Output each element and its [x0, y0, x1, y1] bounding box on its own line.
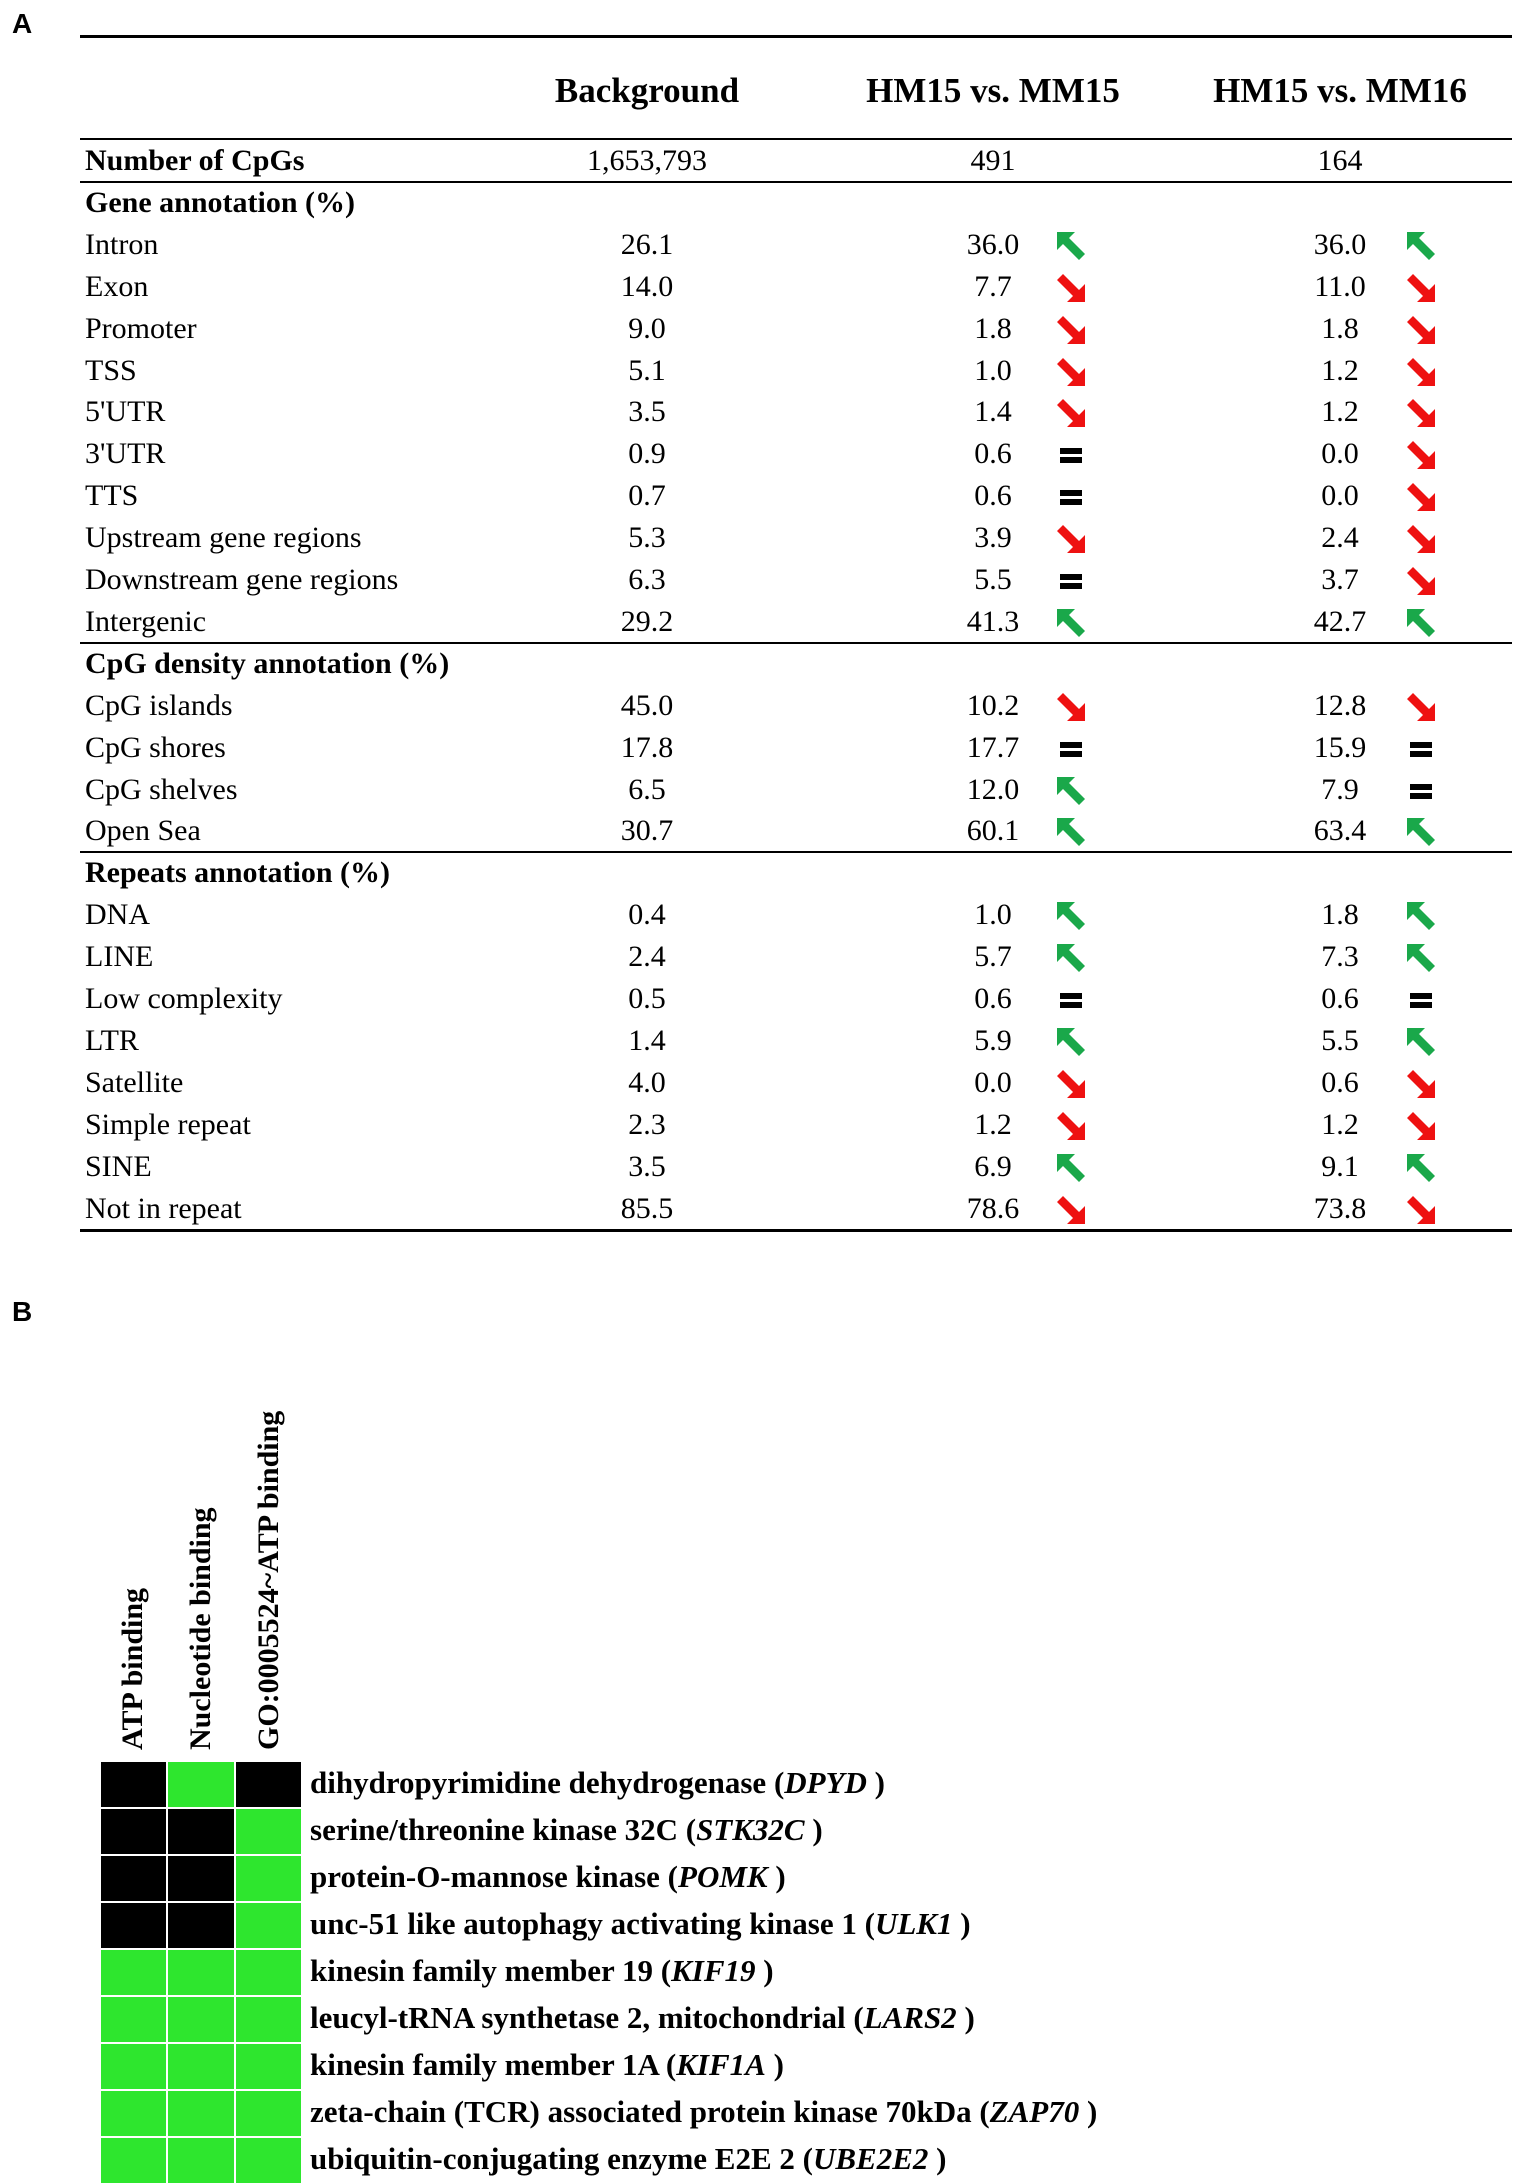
gene-close-paren: )	[804, 1812, 823, 1847]
heatmap-grid	[100, 1761, 302, 2184]
heatmap-cell	[236, 1903, 301, 1948]
row-label: Number of CpGs	[85, 144, 305, 177]
hm15-vs-mm15-value: 5.5	[974, 563, 1012, 596]
equal-icon	[1055, 481, 1087, 513]
equal-icon	[1405, 984, 1437, 1016]
hm15-vs-mm16-value: 2.4	[1321, 521, 1359, 555]
heatmap-cell	[236, 1809, 301, 1854]
section-title: CpG density annotation (%)	[85, 646, 450, 680]
gene-symbol: DPYD	[784, 1765, 867, 1800]
background-value: 2.3	[628, 1107, 666, 1141]
column-label-wrap-atp	[116, 1330, 156, 1750]
column-label-wrap-go	[252, 1330, 292, 1750]
row-label: Intron	[85, 227, 159, 261]
background-value: 5.1	[628, 353, 666, 387]
row-label: Upstream gene regions	[85, 521, 362, 555]
arrow-down-icon	[1405, 439, 1437, 471]
arrow-down-icon	[1055, 356, 1087, 388]
arrow-up-icon	[1055, 1152, 1087, 1184]
gene-symbol: KIF19	[671, 1953, 756, 1988]
table-row	[80, 1188, 1512, 1230]
header-hm15-vs-mm15: HM15 vs. MM15	[866, 71, 1120, 110]
heatmap-row	[100, 1761, 302, 1808]
heatmap-row	[100, 1808, 302, 1855]
heatmap-cell	[168, 1856, 233, 1901]
hm15-vs-mm15-value: 3.9	[974, 521, 1012, 555]
row-label: 5'UTR	[85, 395, 166, 429]
row-label: Downstream gene regions	[85, 563, 399, 596]
hm15-vs-mm15-value: 5.7	[974, 940, 1012, 974]
hm15-vs-mm15-value: 12.0	[966, 772, 1020, 806]
table-row	[80, 936, 1512, 978]
hm15-vs-mm15-value: 1.8	[974, 311, 1012, 345]
heatmap-cell	[101, 1903, 166, 1948]
table-row	[80, 727, 1512, 769]
background-value: 3.5	[628, 1149, 666, 1183]
arrow-up-icon	[1405, 816, 1437, 848]
gene-label	[310, 1953, 774, 1989]
gene-label	[310, 2047, 784, 2083]
hm15-vs-mm15-value: 10.2	[966, 688, 1020, 722]
background-value: 2.4	[628, 940, 666, 974]
arrow-down-icon	[1055, 272, 1087, 304]
heatmap-cell	[236, 2091, 301, 2136]
hm15-vs-mm16-value: 0.6	[1321, 1065, 1359, 1099]
table-row	[80, 1062, 1512, 1104]
hm15-vs-mm16-value: 164	[1317, 144, 1363, 177]
section-header-row	[80, 643, 1512, 685]
gene-symbol: UBE2E2	[812, 2141, 929, 2176]
heatmap-cell	[101, 1997, 166, 2042]
hm15-vs-mm16-value: 0.0	[1321, 437, 1359, 471]
arrow-up-icon	[1405, 230, 1437, 262]
table-row	[80, 810, 1512, 852]
hm15-vs-mm15-value: 60.1	[966, 814, 1020, 848]
hm15-vs-mm15-value: 0.6	[974, 437, 1012, 471]
hm15-vs-mm16-value: 1.2	[1321, 353, 1359, 387]
arrow-down-icon	[1055, 1110, 1087, 1142]
heatmap-cell	[168, 2091, 233, 2136]
background-value: 0.5	[628, 982, 666, 1015]
gene-label	[310, 2094, 1097, 2130]
row-label: Satellite	[85, 1065, 184, 1099]
table-row	[80, 391, 1512, 433]
arrow-up-icon	[1055, 607, 1087, 639]
gene-name: ubiquitin-conjugating enzyme E2E 2 (	[310, 2141, 813, 2176]
heatmap-row	[100, 1855, 302, 1902]
hm15-vs-mm15-value: 1.0	[974, 898, 1012, 932]
row-label: Promoter	[85, 311, 197, 345]
table-row	[80, 685, 1512, 727]
table-row	[80, 308, 1512, 350]
column-label-atp-binding: ATP binding	[116, 1587, 149, 1750]
hm15-vs-mm16-value: 12.8	[1313, 688, 1367, 722]
gene-close-paren: )	[952, 1906, 971, 1941]
section-title: Repeats annotation (%)	[85, 856, 390, 890]
gene-name: leucyl-tRNA synthetase 2, mitochondrial (	[310, 2000, 864, 2035]
panel-label-a: A	[12, 8, 33, 39]
heatmap-cell	[168, 1809, 233, 1854]
heatmap-cell	[236, 1997, 301, 2042]
background-value: 45.0	[620, 688, 674, 722]
table-top-rule	[80, 35, 1512, 38]
gene-close-paren: )	[765, 2047, 784, 2082]
hm15-vs-mm16-value: 0.0	[1321, 479, 1359, 513]
arrow-down-icon	[1405, 356, 1437, 388]
heatmap-cell	[236, 2044, 301, 2089]
arrow-down-icon	[1405, 691, 1437, 723]
arrow-down-icon	[1405, 1194, 1437, 1226]
arrow-up-icon	[1055, 942, 1087, 974]
panel-label-b: B	[12, 1296, 33, 1327]
arrow-down-icon	[1405, 314, 1437, 346]
background-value: 1.4	[628, 1023, 666, 1057]
arrow-down-icon	[1055, 523, 1087, 555]
hm15-vs-mm15-value: 491	[970, 144, 1016, 177]
hm15-vs-mm15-value: 5.9	[974, 1023, 1012, 1057]
background-value: 4.0	[628, 1065, 666, 1099]
table-row	[80, 224, 1512, 266]
row-label: LINE	[85, 940, 154, 974]
heatmap-cell	[101, 1856, 166, 1901]
gene-symbol: LARS2	[863, 2000, 957, 2035]
arrow-down-icon	[1055, 691, 1087, 723]
table-row	[80, 1104, 1512, 1146]
hm15-vs-mm15-value: 7.7	[974, 269, 1012, 303]
header-background: Background	[554, 71, 740, 110]
arrow-down-icon	[1405, 1068, 1437, 1100]
heatmap-cell	[236, 1856, 301, 1901]
row-label: CpG shores	[85, 730, 226, 764]
gene-name: unc-51 like autophagy activating kinase 1 (	[310, 1906, 875, 1941]
table-row	[80, 517, 1512, 559]
heatmap-row	[100, 1996, 302, 2043]
header-hm15-vs-mm16: HM15 vs. MM16	[1213, 71, 1467, 110]
heatmap-row	[100, 2090, 302, 2137]
table-row	[80, 475, 1512, 517]
gene-close-paren: )	[928, 2141, 947, 2176]
table-row	[80, 559, 1512, 601]
background-value: 17.8	[620, 730, 674, 764]
row-label: Not in repeat	[85, 1191, 242, 1225]
row-label: Simple repeat	[85, 1107, 251, 1141]
row-label: CpG islands	[85, 688, 233, 722]
heatmap-cell	[101, 2091, 166, 2136]
equal-icon	[1055, 439, 1087, 471]
heatmap-cell	[236, 1950, 301, 1995]
row-label: Low complexity	[85, 982, 283, 1015]
column-label-go-atp-binding: GO:0005524~ATP binding	[252, 1410, 285, 1750]
gene-close-paren: )	[956, 2000, 975, 2035]
hm15-vs-mm16-value: 5.5	[1321, 1023, 1359, 1057]
column-label-wrap-nucleotide	[184, 1330, 224, 1750]
hm15-vs-mm15-value: 1.2	[974, 1107, 1012, 1141]
background-value: 26.1	[620, 227, 674, 261]
background-value: 6.3	[628, 563, 666, 596]
table-bottom-rule	[80, 1229, 1512, 1232]
table-row	[80, 266, 1512, 308]
hm15-vs-mm15-value: 17.7	[966, 730, 1020, 764]
arrow-down-icon	[1055, 1068, 1087, 1100]
row-label: CpG shelves	[85, 772, 238, 806]
row-label: Intergenic	[85, 604, 207, 638]
background-value: 85.5	[620, 1191, 674, 1225]
row-label: DNA	[85, 898, 150, 932]
arrow-up-icon	[1405, 1152, 1437, 1184]
arrow-down-icon	[1055, 314, 1087, 346]
heatmap-row	[100, 2137, 302, 2184]
table-row	[80, 433, 1512, 475]
gene-label	[310, 1859, 786, 1895]
row-label: SINE	[85, 1149, 152, 1183]
section-title: Gene annotation (%)	[85, 185, 355, 219]
heatmap-cell	[168, 1762, 233, 1807]
gene-name: zeta-chain (TCR) associated protein kinase 70kDa (	[310, 2094, 990, 2129]
hm15-vs-mm15-value: 6.9	[974, 1149, 1012, 1183]
gene-name: kinesin family member 1A (	[310, 2047, 677, 2082]
background-value: 5.3	[628, 521, 666, 555]
hm15-vs-mm15-value: 41.3	[966, 604, 1020, 638]
arrow-up-icon	[1055, 775, 1087, 807]
gene-close-paren: )	[1079, 2094, 1098, 2129]
arrow-up-icon	[1405, 1026, 1437, 1058]
gene-name: serine/threonine kinase 32C (	[310, 1812, 697, 1847]
hm15-vs-mm16-value: 1.8	[1321, 311, 1359, 345]
equal-icon	[1405, 733, 1437, 765]
hm15-vs-mm16-value: 15.9	[1313, 730, 1367, 764]
hm15-vs-mm16-value: 42.7	[1313, 604, 1367, 638]
arrow-down-icon	[1405, 481, 1437, 513]
table-row	[80, 350, 1512, 392]
gene-label	[310, 2141, 946, 2177]
equal-icon	[1055, 565, 1087, 597]
background-value: 9.0	[628, 311, 666, 345]
gene-symbol: POMK	[678, 1859, 768, 1894]
heatmap-cell	[168, 1950, 233, 1995]
heatmap-cell	[168, 1997, 233, 2042]
heatmap-cell	[168, 1903, 233, 1948]
go-heatmap-panel	[0, 1320, 1517, 2180]
arrow-up-icon	[1405, 607, 1437, 639]
hm15-vs-mm15-value: 1.0	[974, 353, 1012, 387]
hm15-vs-mm16-value: 63.4	[1313, 814, 1367, 848]
gene-name: protein-O-mannose kinase (	[310, 1859, 679, 1894]
heatmap-row	[100, 2043, 302, 2090]
gene-label	[310, 2000, 975, 2036]
heatmap-cell	[101, 1762, 166, 1807]
background-value: 6.5	[628, 772, 666, 806]
table-row	[80, 140, 1512, 182]
hm15-vs-mm15-value: 0.6	[974, 479, 1012, 513]
heatmap-cell	[101, 1950, 166, 1995]
equal-icon	[1405, 775, 1437, 807]
hm15-vs-mm16-value: 1.2	[1321, 395, 1359, 429]
hm15-vs-mm16-value: 0.6	[1321, 982, 1359, 1015]
hm15-vs-mm16-value: 36.0	[1313, 227, 1367, 261]
hm15-vs-mm16-value: 1.2	[1321, 1107, 1359, 1141]
gene-label	[310, 1812, 823, 1848]
gene-symbol: ULK1	[874, 1906, 953, 1941]
heatmap-cell	[101, 1809, 166, 1854]
column-label-nucleotide-binding: Nucleotide binding	[184, 1507, 217, 1750]
hm15-vs-mm16-value: 7.3	[1321, 940, 1359, 974]
hm15-vs-mm16-value: 3.7	[1321, 563, 1359, 596]
arrow-down-icon	[1405, 272, 1437, 304]
hm15-vs-mm16-value: 73.8	[1313, 1191, 1367, 1225]
heatmap-cell	[168, 2044, 233, 2089]
gene-close-paren: )	[755, 1953, 774, 1988]
equal-icon	[1055, 733, 1087, 765]
gene-symbol: KIF1A	[676, 2047, 766, 2082]
arrow-up-icon	[1405, 900, 1437, 932]
row-label: Exon	[85, 269, 149, 303]
table-row	[80, 769, 1512, 811]
background-value: 0.9	[628, 437, 666, 471]
arrow-up-icon	[1055, 1026, 1087, 1058]
heatmap-cell	[236, 2138, 301, 2183]
gene-name: kinesin family member 19 (	[310, 1953, 672, 1988]
heatmap-cell	[236, 1762, 301, 1807]
hm15-vs-mm15-value: 0.6	[974, 982, 1012, 1015]
gene-label	[310, 1906, 971, 1942]
hm15-vs-mm15-value: 0.0	[974, 1065, 1012, 1099]
table-row	[80, 894, 1512, 936]
arrow-down-icon	[1055, 1194, 1087, 1226]
hm15-vs-mm15-value: 78.6	[966, 1191, 1020, 1225]
row-label: LTR	[85, 1023, 139, 1057]
background-value: 0.4	[628, 898, 666, 932]
gene-close-paren: )	[866, 1765, 885, 1800]
table-row	[80, 601, 1512, 643]
section-header-row	[80, 852, 1512, 894]
row-label: TSS	[85, 353, 137, 387]
arrow-up-icon	[1055, 230, 1087, 262]
row-label: Open Sea	[85, 814, 201, 848]
gene-label	[310, 1765, 885, 1801]
hm15-vs-mm15-value: 36.0	[966, 227, 1020, 261]
equal-icon	[1055, 984, 1087, 1016]
heatmap-cell	[101, 2044, 166, 2089]
gene-name: dihydropyrimidine dehydrogenase (	[310, 1765, 785, 1800]
row-label: TTS	[85, 479, 139, 513]
heatmap-row	[100, 1902, 302, 1949]
heatmap-cell	[101, 2138, 166, 2183]
hm15-vs-mm16-value: 1.8	[1321, 898, 1359, 932]
arrow-down-icon	[1055, 397, 1087, 429]
background-value: 1,653,793	[587, 144, 707, 177]
table-row	[80, 978, 1512, 1020]
table-row	[80, 1146, 1512, 1188]
arrow-up-icon	[1055, 816, 1087, 848]
arrow-down-icon	[1405, 565, 1437, 597]
background-value: 14.0	[620, 269, 674, 303]
background-value: 3.5	[628, 395, 666, 429]
background-value: 29.2	[620, 604, 674, 638]
hm15-vs-mm15-value: 1.4	[974, 395, 1012, 429]
row-label: 3'UTR	[85, 437, 166, 471]
arrow-up-icon	[1055, 900, 1087, 932]
table-row	[80, 1020, 1512, 1062]
arrow-down-icon	[1405, 397, 1437, 429]
background-value: 0.7	[628, 479, 666, 513]
hm15-vs-mm16-value: 11.0	[1314, 269, 1366, 303]
arrow-down-icon	[1405, 523, 1437, 555]
background-value: 30.7	[620, 814, 674, 848]
arrow-up-icon	[1405, 942, 1437, 974]
gene-symbol: STK32C	[696, 1812, 805, 1847]
heatmap-cell	[168, 2138, 233, 2183]
arrow-down-icon	[1405, 1110, 1437, 1142]
heatmap-row	[100, 1949, 302, 1996]
gene-close-paren: )	[767, 1859, 786, 1894]
hm15-vs-mm16-value: 7.9	[1321, 772, 1359, 806]
section-header-row	[80, 182, 1512, 224]
gene-symbol: ZAP70	[989, 2094, 1080, 2129]
hm15-vs-mm16-value: 9.1	[1321, 1149, 1359, 1183]
